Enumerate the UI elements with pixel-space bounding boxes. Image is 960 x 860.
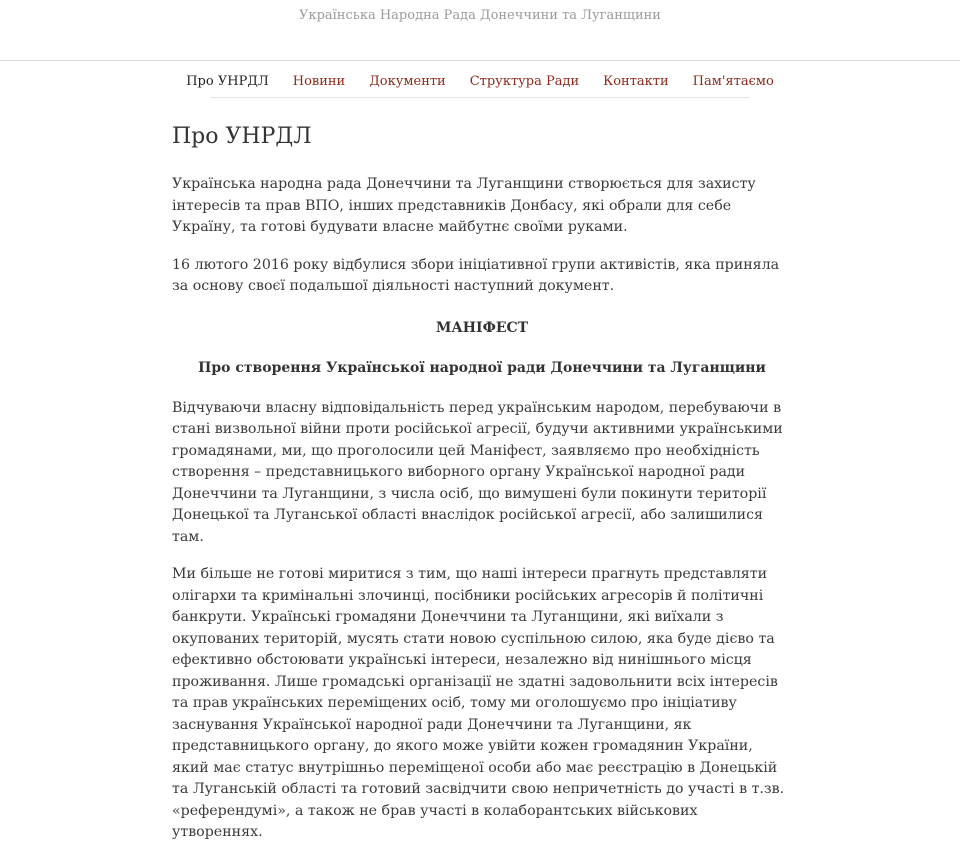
- intro-paragraph-1: Українська народна рада Донеччини та Луганщини створюється для захисту інтересів та прав ВПО, інших представників Донбасу, які обрали для себе Україну, та готові будувати власне майбутнє своїми руками.: [172, 176, 756, 235]
- article-content: [172, 118, 792, 860]
- site-header: [0, 0, 960, 60]
- nav-item-structure[interactable]: Структура Ради: [469, 73, 580, 89]
- nav-divider: [210, 97, 750, 98]
- manifest-subheading: Про створення Української народної ради Донеччини та Луганщини: [198, 359, 766, 376]
- manifest-paragraph-2: Ми більше не готові миритися з тим, що наші інтереси прагнуть представляти олігархи та кримінальні злочинці, посібники російських агресорів й політичні банкрути. Українські громадяни Донеччини та Луганщини, які виїхали з окупованих територій, мусять стати новою суспільною силою, яка буде дієво та ефективно обстоювати українські інтереси, незалежно від нинішнього місця проживання. Лише громадські організації не здатні задовольнити всіх інтересів та прав українських переміщених осіб, тому ми оголошуємо про ініціативу заснування Української народної ради Донеччини та Луганщини, як представницького органу, до якого може увійти кожен громадянин України, який має статус внутрішньо переміщеної особи або має реєстрацію в Донецькій та Луганській області та готовий засвідчити свою непричетність до участі в т.зв. «референдумі», а також не брав участі в колаборантських військових утвореннях.: [172, 566, 785, 840]
- nav-item-remember[interactable]: Пам'ятаємо: [692, 73, 774, 89]
- nav-item-about[interactable]: Про УНРДЛ: [186, 73, 269, 89]
- nav-item-documents[interactable]: Документи: [369, 73, 446, 89]
- page-title: Про УНРДЛ: [172, 124, 312, 149]
- manifest-heading: МАНІФЕСТ: [435, 319, 529, 336]
- header-divider: [0, 60, 960, 61]
- nav-item-contacts[interactable]: Контакти: [603, 73, 669, 89]
- main-navigation: [186, 66, 774, 96]
- intro-paragraph-2: 16 лютого 2016 року відбулися збори ініціативної групи активістів, яка приняла за основу своєї подальшої діяльності наступний документ.: [172, 256, 780, 294]
- nav-item-news[interactable]: Новини: [292, 73, 346, 89]
- site-title[interactable]: Українська Народна Рада Донеччини та Луганщини: [299, 8, 661, 23]
- manifest-paragraph-1: Відчуваючи власну відповідальність перед українським народом, перебуваючи в стані визвольної війни проти російської агресії, будучи активними українськими громадянами, ми, що проголосили цей Маніфест, заявляємо про необхідність створення – представницького виборного органу Української народної ради Донеччини та Луганщини, з числа осіб, що вимушені були покинути території Донецької та Луганської області внаслідок російської агресії, або залишилися там.: [172, 399, 783, 545]
